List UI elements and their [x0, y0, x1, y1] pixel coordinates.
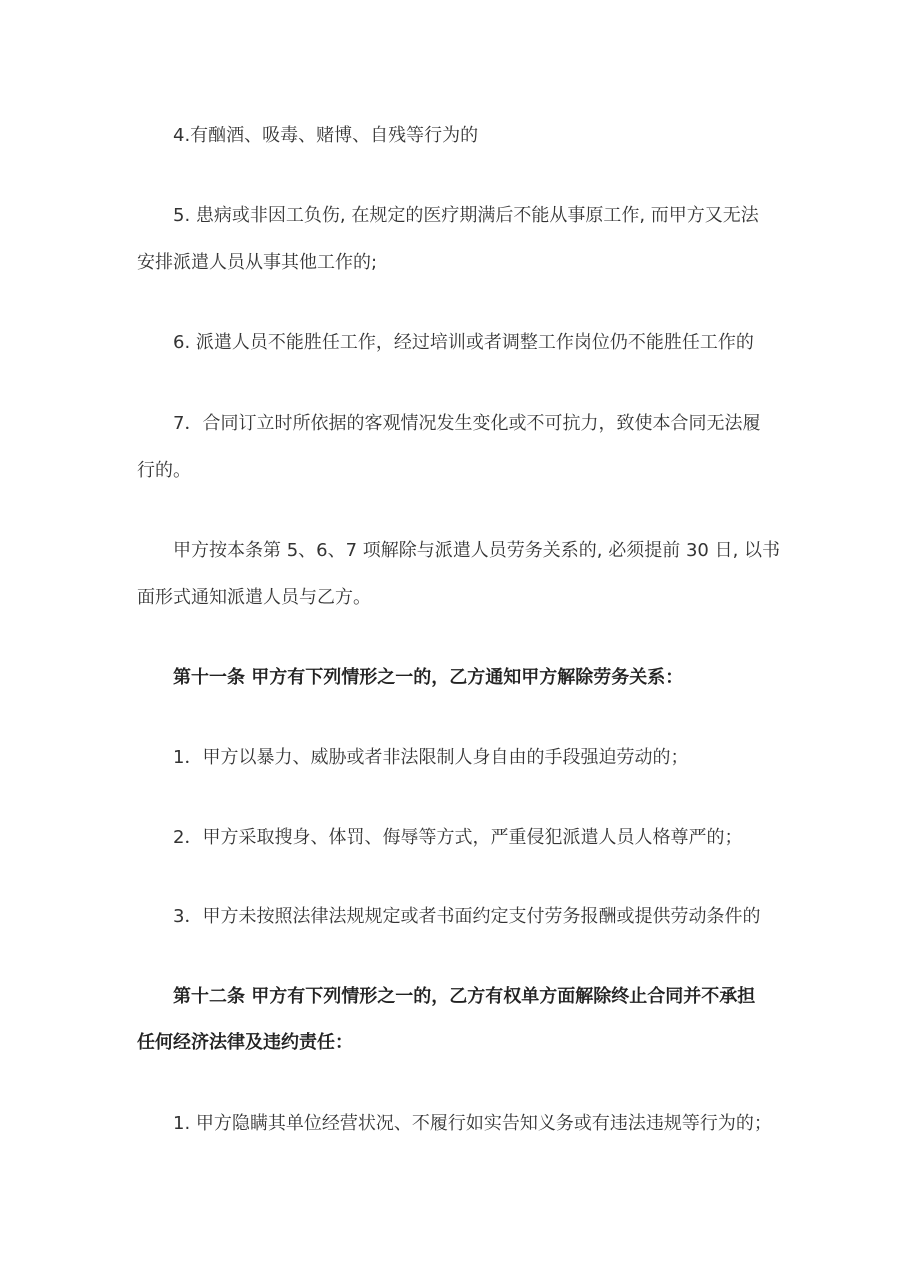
- article-11-item-1: 1．甲方以暴力、威胁或者非法限制人身自由的手段强迫劳动的；: [173, 747, 689, 768]
- article-11-item-3: 3．甲方未按照法律法规规定或者书面约定支付劳务报酬或提供劳动条件的: [173, 906, 761, 927]
- notice-paragraph-line-2: 面形式通知派遣人员与乙方。: [137, 587, 371, 608]
- item-6-line-1: 6. 派遣人员不能胜任工作，经过培训或者调整工作岗位仍不能胜任工作的: [173, 332, 754, 353]
- article-12-item-1: 1. 甲方隐瞒其单位经营状况、不履行如实告知义务或有违法违规等行为的；: [173, 1113, 772, 1134]
- item-7-line-2: 行的。: [137, 460, 191, 481]
- item-7-line-1: 7．合同订立时所依据的客观情况发生变化或不可抗力，致使本合同无法履: [173, 413, 761, 434]
- article-12-heading-line-1: 第十二条 甲方有下列情形之一的，乙方有权单方面解除终止合同并不承担: [173, 986, 756, 1007]
- item-4-line-1: 4.有酗酒、吸毒、赌博、自残等行为的: [173, 125, 479, 146]
- article-11-item-2: 2．甲方采取搜身、体罚、侮辱等方式，严重侵犯派遣人员人格尊严的；: [173, 827, 743, 848]
- article-11-heading: 第十一条 甲方有下列情形之一的，乙方通知甲方解除劳务关系：: [173, 667, 684, 688]
- item-5-line-1: 5. 患病或非因工负伤, 在规定的医疗期满后不能从事原工作, 而甲方又无法: [173, 205, 759, 226]
- article-12-heading-line-2: 任何经济法律及违约责任：: [137, 1032, 353, 1053]
- notice-paragraph-line-1: 甲方按本条第 5、6、7 项解除与派遣人员劳务关系的, 必须提前 30 日, 以书: [173, 540, 781, 561]
- item-5-line-2: 安排派遣人员从事其他工作的;: [137, 252, 378, 273]
